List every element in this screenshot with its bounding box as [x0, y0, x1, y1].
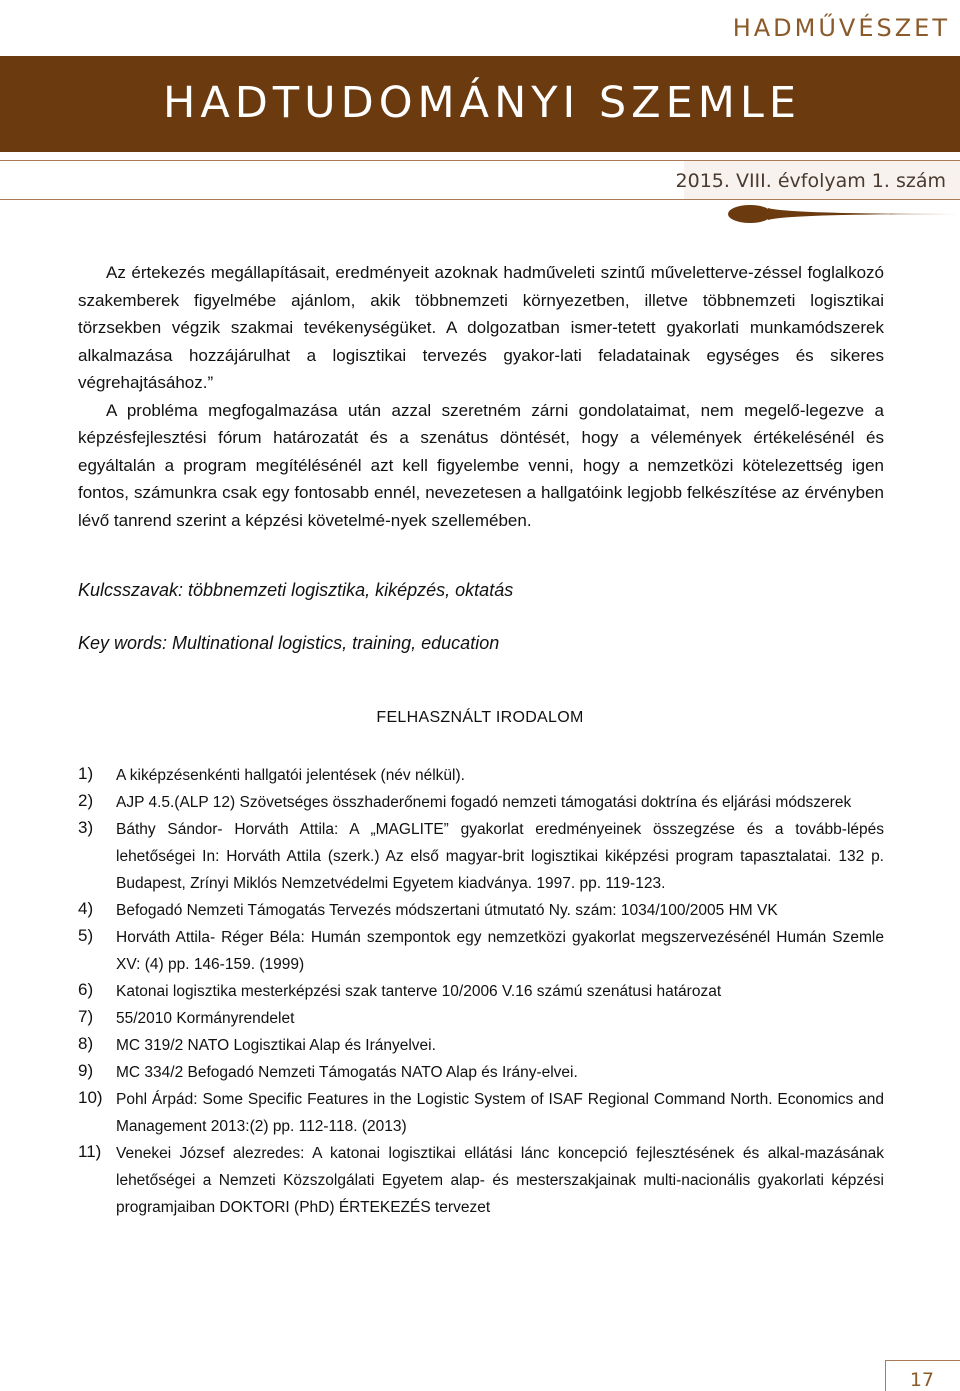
reference-text: 55/2010 Kormányrendelet: [116, 1010, 295, 1027]
keywords-english: Key words: Multinational logistics, training, education: [78, 633, 500, 653]
reference-item: [78, 1032, 884, 1059]
body-paragraph: Az értekezés megállapításait, eredményeit azoknak hadműveleti szintű műveletterve-zéssel foglalkozó szakemberek figyelmébe ajánlom, akik többnemzeti környezetben, illetve többnemzeti logisztikai törzsekben végzik szakmai tevékenységüket. A dolgozatban ismer-tetett gyakorlati munkamódszerek alkalmazása hozzájárulhat a logisztikai tervezés gyakor-lati feladatainak egységes és sikeres végrehajtásához.”: [78, 263, 884, 392]
references-list: [78, 762, 884, 1221]
reference-number: 3): [78, 818, 94, 837]
footer-divider: [885, 1360, 886, 1391]
body-paragraph: A probléma megfogalmazása után azzal szeretném zárni gondolataimat, nem megelő-legezve a képzésfejlesztési fórum határozatát és a szenátus döntését, hogy a vélemények értékelésénél és egyáltalán a program megítélésénél azt kell figyelembe venni, hogy a nemzetközi kötelezettség igen fontos, számunkra csak egy fontosabb ennél, nevezetesen a hallgatóink legjobb felkészítése az érvényben lévő tanrend szerint a képzési követelmé-nyek szellemében.: [78, 400, 884, 530]
reference-text: Horváth Attila- Réger Béla: Humán szempontok egy nemzetközi gyakorlat megszervezésénél Humán Szemle XV: (4) pp. 146-159. (1999): [116, 929, 884, 973]
reference-item: [78, 762, 884, 789]
page-number: 17: [909, 1369, 934, 1391]
reference-item: [78, 897, 884, 924]
footer-line: [885, 1360, 960, 1361]
reference-item: [78, 1086, 884, 1140]
article-body: [78, 259, 884, 534]
reference-number: 6): [78, 980, 94, 999]
reference-number: 4): [78, 899, 94, 918]
references-heading: FELHASZNÁLT IRODALOM: [376, 709, 584, 726]
keywords-hungarian: Kulcsszavak: többnemzeti logisztika, kiképzés, oktatás: [78, 580, 514, 600]
reference-number: 9): [78, 1061, 94, 1080]
reference-number: 2): [78, 791, 94, 810]
reference-text: MC 319/2 NATO Logisztikai Alap és Irányelvei.: [116, 1037, 436, 1054]
reference-item: [78, 924, 884, 978]
reference-item: [78, 1140, 884, 1221]
reference-number: 10): [78, 1088, 103, 1107]
reference-item: [78, 816, 884, 897]
reference-text: AJP 4.5.(ALP 12) Szövetséges összhaderőnemi fogadó nemzeti támogatási doktrína és eljárási módszerek: [116, 794, 852, 811]
journal-title: HADTUDOMÁNYI SZEMLE: [163, 78, 802, 128]
reference-item: [78, 789, 884, 816]
header-banner: [0, 56, 960, 152]
reference-text: Pohl Árpád: Some Specific Features in the Logistic System of ISAF Regional Command North. Economics and Management 2013:(2) pp. 112-118. (2013): [116, 1091, 884, 1135]
reference-number: 8): [78, 1034, 94, 1053]
reference-number: 1): [78, 764, 94, 783]
ornament-icon: [728, 203, 960, 225]
reference-text: Báthy Sándor- Horváth Attila: A „MAGLITE” gyakorlat eredményeinek összegzése és a tovább-lépés lehetőségei In: Horváth Attila (szerk.) Az első magyar-brit logisztikai kiképzési program tapasztalatai. 132 p. Budapest, Zrínyi Miklós Nemzetvédelmi Egyetem kiadványa. 1997. pp. 119-123.: [116, 821, 884, 892]
reference-text: MC 334/2 Befogadó Nemzeti Támogatás NATO Alap és Irány-elvei.: [116, 1064, 578, 1081]
reference-number: 11): [78, 1142, 102, 1161]
reference-number: 7): [78, 1007, 94, 1026]
reference-item: [78, 978, 884, 1005]
header-rule-bottom: [0, 199, 960, 200]
reference-number: 5): [78, 926, 94, 945]
reference-text: Katonai logisztika mesterképzési szak tanterve 10/2006 V.16 számú szenátusi határozat: [116, 983, 722, 1000]
issue-label: 2015. VIII. évfolyam 1. szám: [675, 170, 946, 192]
reference-item: [78, 1059, 884, 1086]
reference-text: A kiképzésenkénti hallgatói jelentések (név nélkül).: [116, 767, 465, 784]
reference-item: [78, 1005, 884, 1032]
reference-text: Venekei József alezredes: A katonai logisztikai ellátási lánc koncepció fejlesztésének és alkal-mazásának lehetőségei a Nemzeti Közszolgálati Egyetem alap- és mesterszakjainak multi-nacionális gyakorlati képzési programjaiban DOKTORI (PhD) ÉRTEKEZÉS tervezet: [116, 1145, 884, 1216]
section-tag: HADMŰVÉSZET: [732, 14, 950, 42]
reference-text: Befogadó Nemzeti Támogatás Tervezés módszertani útmutató Ny. szám: 1034/100/2005 HM VK: [116, 902, 778, 919]
